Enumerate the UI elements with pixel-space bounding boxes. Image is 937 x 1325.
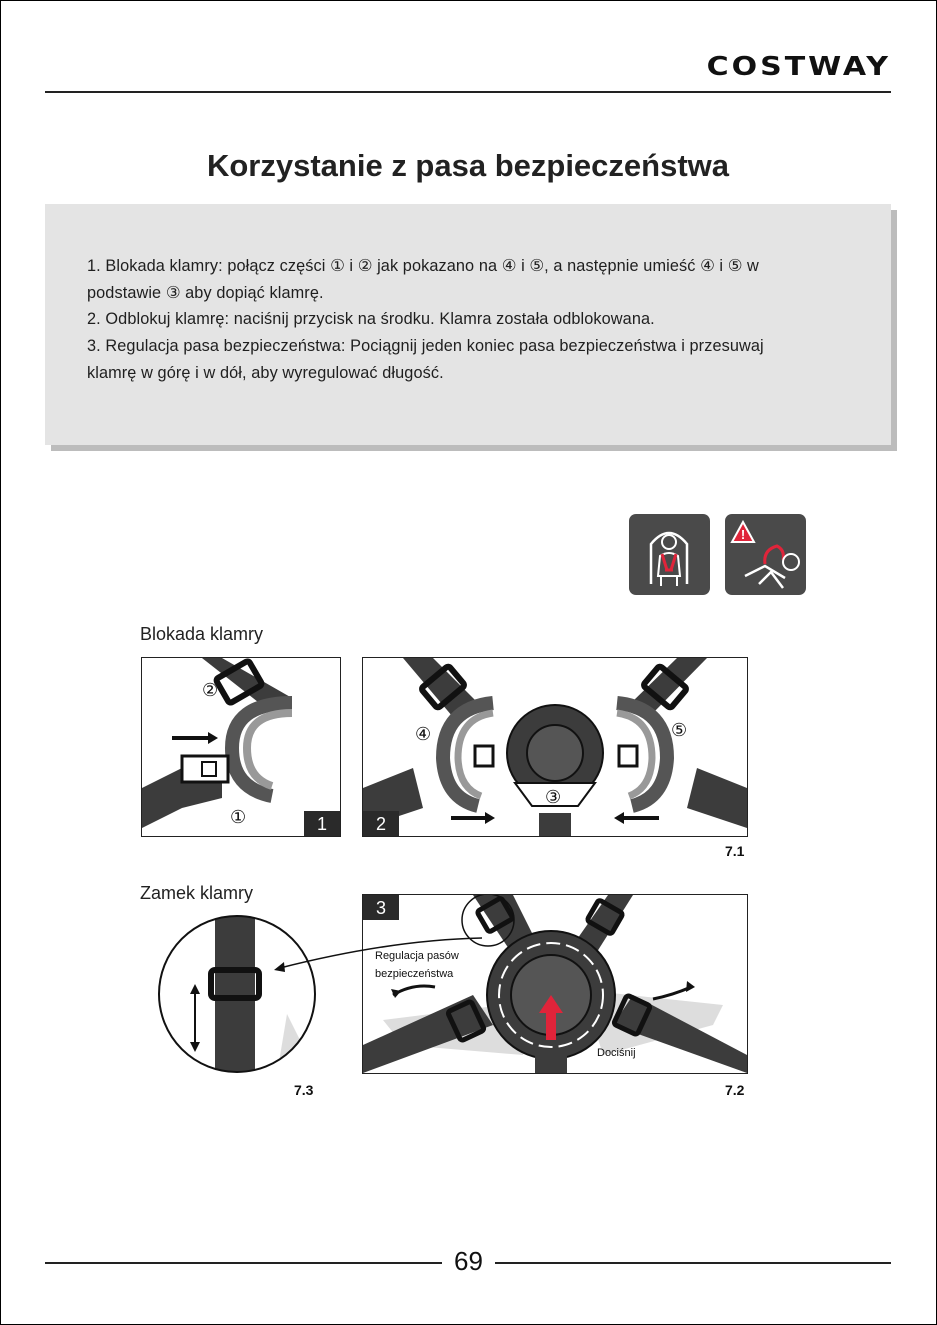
marker-1: ①	[230, 807, 247, 828]
marker-4: ④	[415, 724, 432, 745]
instruction-line-4: 3. Regulacja pasa bezpieczeństwa: Pociągnij jeden koniec pasa bezpieczeństwa i przesuwaj	[87, 337, 764, 355]
marker-2: ②	[202, 680, 219, 701]
figure-number-7-1: 7.1	[725, 843, 745, 859]
callout-connector	[270, 930, 490, 975]
section-label-buckle: Zamek klamry	[140, 883, 254, 903]
step-badge-2: 2	[375, 814, 387, 834]
figure-number-7-2: 7.2	[725, 1082, 745, 1098]
marker-5: ⑤	[671, 720, 688, 741]
instruction-line-2: podstawie ③ aby dopiąć klamrę.	[87, 284, 324, 302]
brand-logo: COSTWAY	[706, 52, 891, 82]
callout-adjust-line-1: Regulacja pasów	[375, 950, 459, 962]
page-number-wrap	[0, 1246, 937, 1277]
step-badge-1: 1	[316, 814, 328, 834]
page-number: 69	[442, 1246, 495, 1276]
figure-number-7-3: 7.3	[294, 1082, 314, 1098]
press-label: Dociśnij	[597, 1047, 636, 1059]
page-title: Korzystanie z pasa bezpieczeństwa	[206, 148, 730, 183]
buckle-step-1-panel	[141, 657, 341, 837]
header-rule	[45, 91, 891, 93]
callout-adjust-line-2: bezpieczeństwa	[375, 968, 454, 980]
marker-3: ③	[545, 787, 562, 808]
buckle-step-2-panel	[362, 657, 748, 837]
warning-child-falling-icon	[725, 514, 806, 595]
instruction-line-1: 1. Blokada klamry: połącz części ① i ② jak pokazano na ④ i ⑤, a następnie umieść ④ i ⑤ w	[87, 257, 759, 275]
instruction-line-5: klamrę w górę i w dół, aby wyregulować długość.	[87, 364, 444, 382]
instruction-line-3: 2. Odblokuj klamrę: naciśnij przycisk na środku. Klamra została odblokowana.	[87, 310, 655, 328]
section-label-lock: Blokada klamry	[140, 624, 264, 644]
buckle-step-3-panel	[362, 894, 748, 1074]
instructions-box	[45, 204, 891, 445]
svg-text:!: !	[740, 527, 746, 542]
step-badge-3: 3	[375, 898, 387, 918]
child-harnessed-icon	[629, 514, 710, 595]
